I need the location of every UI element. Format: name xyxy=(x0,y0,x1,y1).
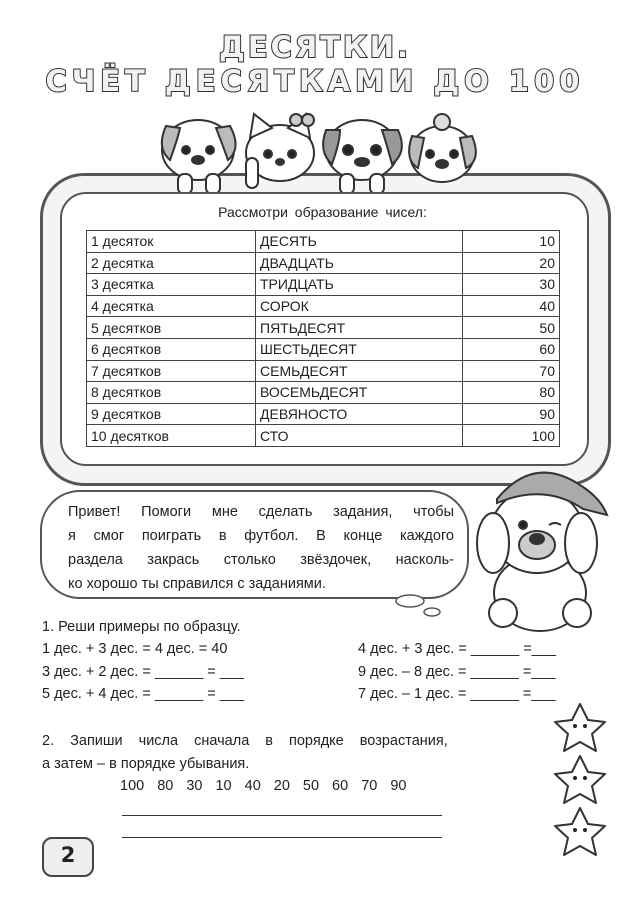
tens-table xyxy=(86,230,560,447)
answer-line-ascending[interactable] xyxy=(122,815,442,816)
number-word: ДВАДЦАТЬ xyxy=(256,252,463,274)
number-value: 20 xyxy=(463,252,560,274)
number-word: СТО xyxy=(256,425,463,447)
bubble-line: ко хорошо ты справился с заданиями. xyxy=(68,576,326,592)
rating-star-icon xyxy=(555,704,605,751)
tens-count: 5 десятков xyxy=(87,317,256,339)
sequence-number: 70 xyxy=(361,778,378,794)
table-row xyxy=(87,274,560,296)
number-value: 90 xyxy=(463,403,560,425)
sequence-number: 80 xyxy=(157,778,174,794)
number-word: СОРОК xyxy=(256,295,463,317)
tens-count: 2 десятка xyxy=(87,252,256,274)
number-word: ШЕСТЬДЕСЯТ xyxy=(256,338,463,360)
sequence-number: 50 xyxy=(302,778,320,794)
number-value: 70 xyxy=(463,360,560,382)
page-number: 2 xyxy=(60,843,76,867)
tens-count: 10 десятков xyxy=(87,425,256,447)
table-row xyxy=(87,382,560,404)
number-word: СЕМЬДЕСЯТ xyxy=(256,360,463,382)
puppies-illustration xyxy=(150,108,485,196)
number-word: ТРИДЦАТЬ xyxy=(256,274,463,296)
table-row xyxy=(87,252,560,274)
bubble-line: я смог поиграть в футбол. В конце каждого xyxy=(68,528,454,544)
tens-count: 4 десятка xyxy=(87,295,256,317)
rating-stars xyxy=(545,700,615,860)
sequence-number: 10 xyxy=(215,778,232,794)
page-title-line-2: СЧЁТ ДЕСЯТКАМИ ДО 100 xyxy=(45,64,585,98)
intro-text: Рассмотри образование чисел: xyxy=(218,204,427,220)
number-word: ПЯТЬДЕСЯТ xyxy=(256,317,463,339)
sequence-number: 40 xyxy=(244,778,261,794)
tens-count: 8 десятков xyxy=(87,382,256,404)
number-value: 80 xyxy=(463,382,560,404)
tens-count: 3 десятка xyxy=(87,274,256,296)
bubble-text xyxy=(68,500,454,596)
sequence-number: 20 xyxy=(273,778,290,794)
number-value: 40 xyxy=(463,295,560,317)
table-row xyxy=(87,317,560,339)
table-row xyxy=(87,231,560,253)
table-row xyxy=(87,338,560,360)
task2-title: 2. Запиши числа сначала в порядке возрастания, xyxy=(42,733,448,749)
task1-example: 5 дес. + 4 дес. = ______ = ___ xyxy=(42,686,244,702)
number-value: 10 xyxy=(463,231,560,253)
number-word: ДЕВЯНОСТО xyxy=(256,403,463,425)
task1-example: 9 дес. – 8 дес. = ______ =___ xyxy=(358,664,556,680)
number-word: ВОСЕМЬДЕСЯТ xyxy=(256,382,463,404)
task1-example: 3 дес. + 2 дес. = ______ = ___ xyxy=(42,664,244,680)
table-row xyxy=(87,295,560,317)
table-row xyxy=(87,403,560,425)
number-value: 50 xyxy=(463,317,560,339)
page-number-badge xyxy=(42,837,94,877)
number-word: ДЕСЯТЬ xyxy=(256,231,463,253)
task1-example: 1 дес. + 3 дес. = 4 дес. = 40 xyxy=(42,641,228,657)
page-title-line-1: ДЕСЯТКИ. xyxy=(218,30,412,64)
task2-subtitle: а затем – в порядке убывания. xyxy=(42,756,250,772)
number-value: 100 xyxy=(463,425,560,447)
number-sequence xyxy=(120,778,419,794)
sequence-number: 90 xyxy=(390,778,407,794)
sequence-number: 100 xyxy=(120,778,145,794)
tens-count: 1 десяток xyxy=(87,231,256,253)
table-row xyxy=(87,360,560,382)
task1-example: 7 дес. – 1 дес. = ______ =___ xyxy=(358,686,556,702)
tens-count: 6 десятков xyxy=(87,338,256,360)
task1-title: 1. Реши примеры по образцу. xyxy=(42,619,241,635)
answer-line-descending[interactable] xyxy=(122,837,442,838)
number-value: 60 xyxy=(463,338,560,360)
table-row xyxy=(87,425,560,447)
number-value: 30 xyxy=(463,274,560,296)
rating-star-icon xyxy=(555,808,605,855)
sequence-number: 60 xyxy=(332,778,349,794)
bubble-line: Привет! Помоги мне сделать задания, чтобы xyxy=(68,504,454,520)
sequence-number: 30 xyxy=(186,778,203,794)
tens-count: 9 десятков xyxy=(87,403,256,425)
task1-example: 4 дес. + 3 дес. = ______ =___ xyxy=(358,641,556,657)
bubble-line: раздела закрась столько звёздочек, насколь- xyxy=(68,552,454,568)
dog-with-cap-illustration xyxy=(465,453,615,633)
tens-count: 7 десятков xyxy=(87,360,256,382)
rating-star-icon xyxy=(555,756,605,803)
